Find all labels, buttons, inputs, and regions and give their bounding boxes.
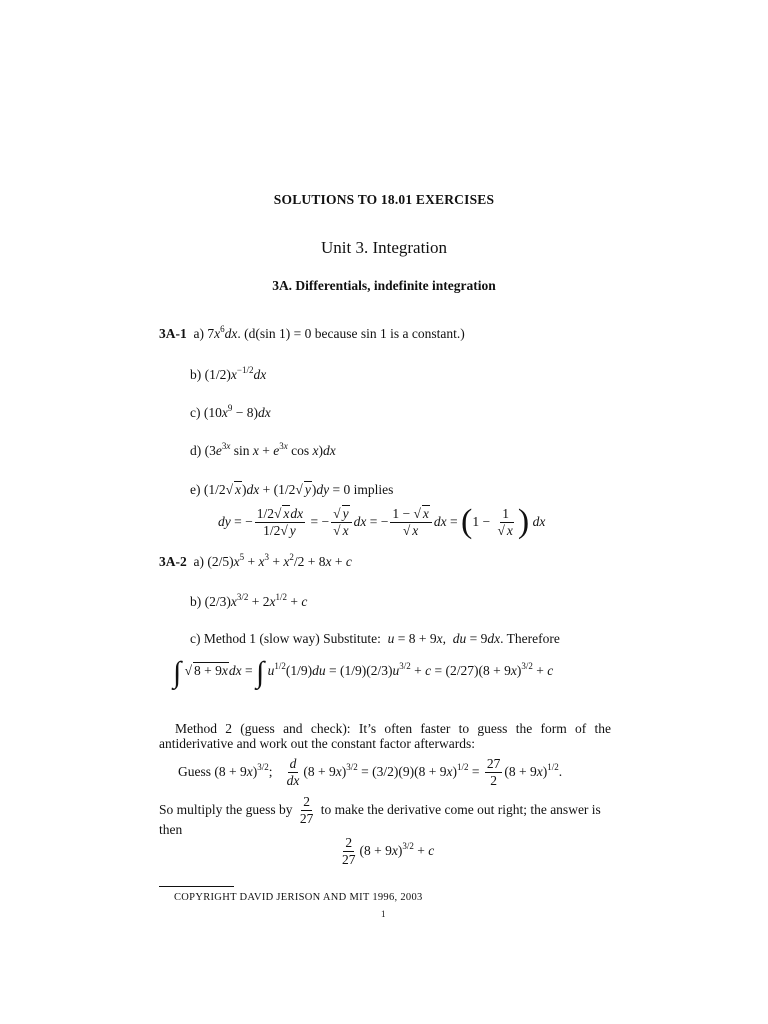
- implies-text: implies: [353, 482, 394, 497]
- problem-3a2-b: [190, 594, 307, 610]
- note-text: (d(sin 1) = 0 because sin 1 is a constant.): [244, 326, 465, 341]
- math-expression: $(10x^9 - 8)dx$: [203, 403, 271, 420]
- part-label: a): [193, 554, 204, 569]
- problem-3a2-a: [159, 554, 352, 570]
- math-expression: $(2/5)x^5 + x^3 + x^2/2 + 8x + c$: [207, 552, 352, 569]
- math-expression: (1/2√ x)dx + (1/2√ y)dy = 0: [203, 482, 351, 497]
- math-expression: u = 8 + 9x, du = 9dx.: [387, 631, 504, 646]
- math-expression: $(2/3)x^{3/2} + 2x^{1/2} + c$: [204, 592, 308, 609]
- part-label: d): [190, 443, 202, 458]
- therefore-text: Therefore: [506, 631, 560, 646]
- part-label: c): [190, 405, 201, 420]
- to-make-text: to make the derivative come out right; the answer is: [320, 801, 601, 817]
- problem-3a1-c: [190, 405, 271, 421]
- section-heading: 3A. Differentials, indefinite integration: [272, 278, 496, 293]
- math-expression: $7x^6dx$.: [207, 324, 241, 341]
- final-answer: $\frac{2}{27}$ $(8 + 9x)^{3/2} + c$: [342, 835, 435, 868]
- equation-dy: dy = − $\frac{\text{1/2√ xdx}}{1/2√ y}$ = − $\frac{√ y}{√ x}$ dx = − $\frac{1 - √ x}{√ x}$ dx = (1 − $\frac{1}{√ x}$ ) dx: [218, 502, 546, 540]
- unit-heading: Unit 3. Integration: [320, 238, 448, 257]
- part-label: b): [190, 594, 202, 609]
- part-label: b): [190, 367, 202, 382]
- problem-3a1-d: [190, 443, 336, 459]
- then-text: then: [159, 822, 183, 837]
- problem-3a1-b: [190, 367, 266, 383]
- document-title: SOLUTIONS TO 18.01 EXERCISES: [273, 192, 495, 207]
- part-label: a): [193, 326, 204, 341]
- guess-label: Guess: [178, 763, 211, 779]
- math-expression: ($3e^{3x}$ $\sin x + e^{3x}$ cos x)dx: [204, 441, 336, 458]
- problem-label-3a1: 3A-1: [159, 326, 187, 341]
- copyright-notice: COPYRIGHT DAVID JERISON AND MIT 1996, 2003: [174, 892, 423, 903]
- footnote-rule: [159, 886, 234, 887]
- problem-3a1-e: [190, 482, 393, 498]
- part-label: c): [190, 631, 201, 646]
- so-multiply-text: So multiply the guess by: [159, 801, 293, 817]
- page-number: 1: [381, 909, 386, 919]
- part-label: e): [190, 482, 201, 497]
- problem-3a1-a: [159, 326, 465, 342]
- method2-paragraph: Method 2 (guess and check): It’s often faster to guess the form of the antiderivative and work out the constant factor afterwards:: [159, 721, 611, 751]
- problem-3a2-c: [190, 631, 560, 647]
- equation-guess: Guess $(8 + 9x)^{3/2}$; $\frac{d}{dx}$ $(8 + 9x)^{3/2} = (3/2)(9)(8 + 9x)^{1/2}$ = $\frac{27}{2}$ $(8 + 9x)^{1/2}$.: [178, 756, 563, 789]
- problem-label-3a2: 3A-2: [159, 554, 187, 569]
- equation-substitution: ∫ √ 8 + 9xdx = ∫ $u^{1/2}(1/9)du = (1/9)(2/3)u^{3/2} + c = (2/27)(8 + 9x)^{3/2} + c$: [173, 656, 554, 689]
- so-multiply-line: So multiply the guess by $\frac{2}{27}$ to make the derivative come out right; the answer is: [159, 794, 601, 827]
- math-expression: $(1/2)x^{-1/2}dx$: [204, 365, 267, 382]
- method1-text: Method 1 (slow way) Substitute:: [203, 631, 381, 646]
